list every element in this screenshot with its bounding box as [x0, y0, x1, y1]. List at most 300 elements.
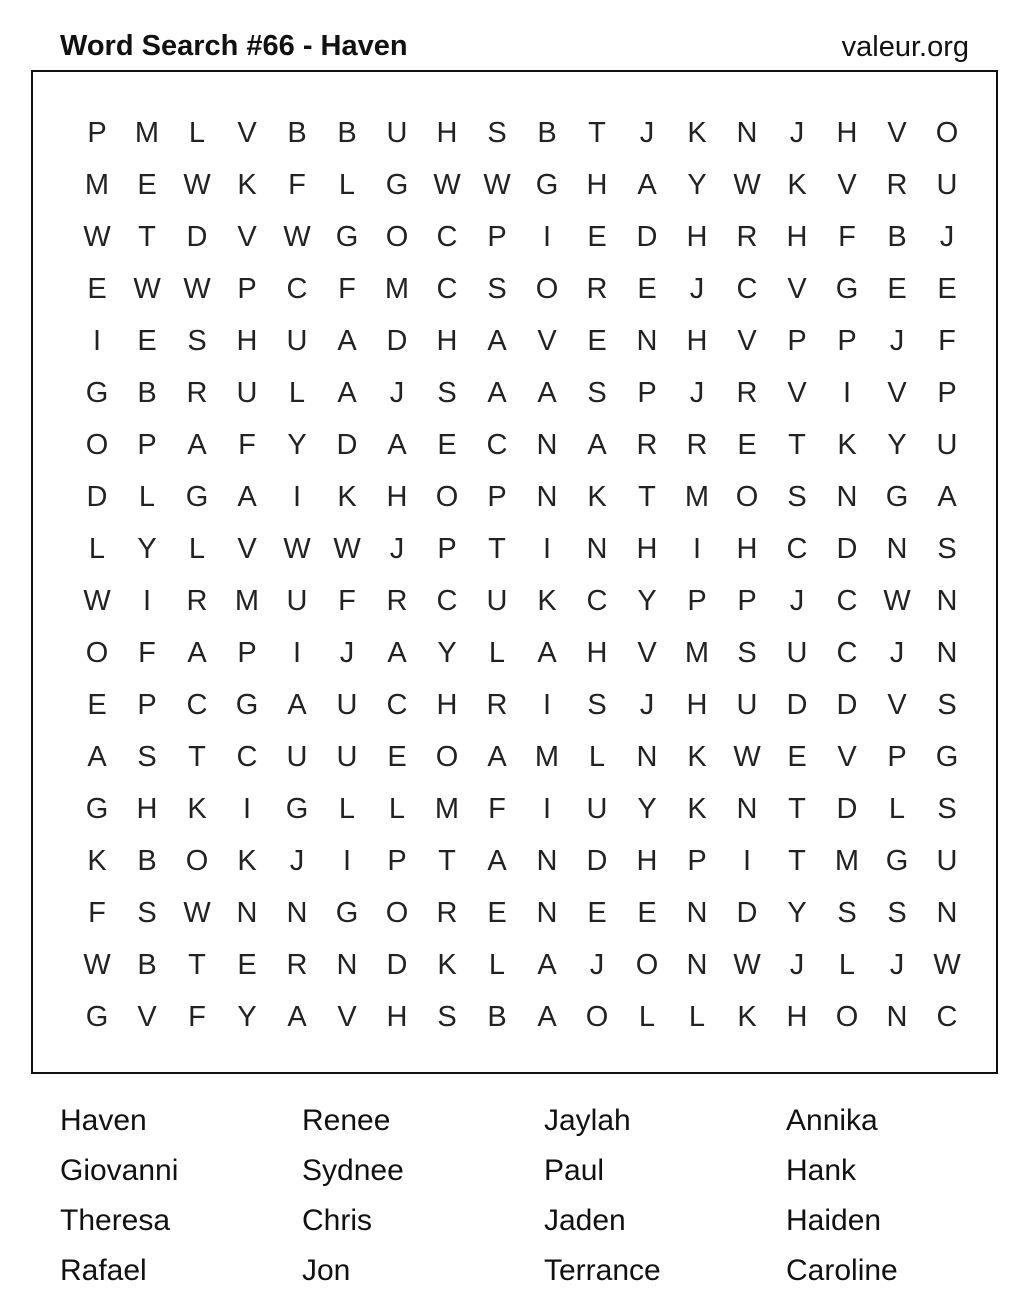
grid-cell: N — [736, 116, 758, 149]
grid-cell: S — [887, 896, 907, 929]
grid-cell: Y — [637, 584, 657, 617]
grid-cell: H — [836, 116, 858, 149]
grid-cell: E — [237, 948, 257, 981]
grid-cell: E — [87, 272, 107, 305]
grid-cell: N — [936, 896, 958, 929]
grid-cell: K — [437, 948, 457, 981]
grid-cell: P — [687, 584, 707, 617]
grid-cell: G — [235, 688, 259, 721]
grid-cell: B — [137, 948, 157, 981]
grid-cell: A — [287, 1000, 307, 1033]
grid-cell: R — [186, 584, 208, 617]
grid-cell: P — [237, 636, 257, 669]
grid-cell: G — [885, 844, 909, 877]
grid-cell: P — [937, 376, 957, 409]
grid-cell: I — [142, 584, 152, 617]
grid-cell: N — [636, 740, 658, 773]
grid-cell: W — [933, 948, 961, 981]
grid-cell: I — [742, 844, 752, 877]
grid-cell: T — [788, 792, 806, 825]
grid-cell: H — [636, 844, 658, 877]
grid-cell: O — [835, 1000, 859, 1033]
grid-cell: P — [887, 740, 907, 773]
grid-cell: J — [889, 948, 905, 981]
word-list-item: Rafael — [60, 1254, 147, 1287]
grid-cell: B — [887, 220, 907, 253]
grid-cell: N — [886, 532, 908, 565]
grid-cell: L — [588, 740, 606, 773]
grid-cell: E — [87, 688, 107, 721]
grid-cell: A — [187, 636, 207, 669]
grid-cell: A — [487, 376, 507, 409]
grid-cell: J — [689, 272, 705, 305]
grid-cell: J — [589, 948, 605, 981]
grid-cell: U — [936, 428, 958, 461]
grid-cell: O — [935, 116, 959, 149]
grid-cell: A — [537, 376, 557, 409]
grid-cell: J — [389, 376, 405, 409]
grid-cell: V — [637, 636, 657, 669]
grid-cell: V — [537, 324, 557, 357]
grid-cell: A — [187, 428, 207, 461]
grid-cell: V — [337, 1000, 357, 1033]
grid-cell: G — [535, 168, 559, 201]
grid-cell: K — [687, 740, 707, 773]
grid-cell: C — [286, 272, 308, 305]
grid-cell: S — [437, 1000, 457, 1033]
grid-cell: F — [138, 636, 156, 669]
grid-cell: H — [686, 688, 708, 721]
word-list-item: Annika — [786, 1104, 878, 1137]
grid-cell: H — [436, 688, 458, 721]
grid-cell: A — [387, 636, 407, 669]
grid-cell: H — [386, 480, 408, 513]
grid-cell: K — [687, 116, 707, 149]
grid-cell: Y — [437, 636, 457, 669]
grid-cell: R — [636, 428, 658, 461]
grid-cell: R — [586, 272, 608, 305]
word-list — [60, 1096, 1028, 1296]
word-list-item: Jon — [302, 1254, 351, 1287]
grid-cell: J — [789, 948, 805, 981]
grid-cell: R — [286, 948, 308, 981]
grid-cell: V — [887, 116, 907, 149]
grid-cell: D — [836, 532, 858, 565]
grid-cell: W — [133, 272, 161, 305]
word-list-item: Terrance — [544, 1254, 661, 1287]
grid-cell: L — [688, 1000, 706, 1033]
grid-cell: C — [936, 1000, 958, 1033]
grid-cell: J — [639, 116, 655, 149]
grid-cell: P — [437, 532, 457, 565]
grid-cell: O — [535, 272, 559, 305]
grid-cell: L — [488, 948, 506, 981]
grid-cell: C — [436, 584, 458, 617]
grid-cell: D — [386, 948, 408, 981]
word-list-item: Jaden — [544, 1204, 626, 1237]
grid-cell: A — [87, 740, 107, 773]
grid-cell: H — [386, 1000, 408, 1033]
grid-cell: P — [637, 376, 657, 409]
grid-cell: I — [542, 688, 552, 721]
grid-cell: H — [436, 116, 458, 149]
grid-cell: C — [186, 688, 208, 721]
grid-cell: D — [586, 844, 608, 877]
grid-cell: L — [888, 792, 906, 825]
grid-cell: N — [836, 480, 858, 513]
grid-cell: E — [737, 428, 757, 461]
grid-cell: L — [838, 948, 856, 981]
grid-cell: S — [487, 272, 507, 305]
grid-cell: I — [692, 532, 702, 565]
grid-cell: H — [586, 168, 608, 201]
grid-cell: I — [292, 636, 302, 669]
grid-cell: H — [736, 532, 758, 565]
grid-cell: N — [286, 896, 308, 929]
grid-cell: N — [886, 1000, 908, 1033]
grid-cell: U — [736, 688, 758, 721]
word-list-item: Sydnee — [302, 1154, 404, 1187]
grid-cell: L — [138, 480, 156, 513]
grid-cell: F — [88, 896, 106, 929]
grid-cell: J — [639, 688, 655, 721]
grid-cell: U — [786, 636, 808, 669]
grid-cell: H — [786, 1000, 808, 1033]
grid-cell: I — [342, 844, 352, 877]
site-name: valeur.org — [841, 31, 969, 63]
grid-cell: E — [587, 896, 607, 929]
grid-cell: A — [537, 948, 557, 981]
grid-cell: R — [436, 896, 458, 929]
grid-cell: J — [789, 116, 805, 149]
grid-cell: H — [636, 532, 658, 565]
grid-cell: U — [286, 584, 308, 617]
grid-cell: N — [536, 480, 558, 513]
grid-cell: P — [237, 272, 257, 305]
grid-cell: J — [289, 844, 305, 877]
grid-cell: T — [788, 844, 806, 877]
grid-cell: H — [586, 636, 608, 669]
grid-cell: A — [337, 376, 357, 409]
grid-cell: S — [587, 376, 607, 409]
grid-cell: T — [438, 844, 456, 877]
word-list-item: Haven — [60, 1104, 147, 1137]
grid-cell: V — [887, 688, 907, 721]
grid-cell: Y — [687, 168, 707, 201]
grid-cell: C — [386, 688, 408, 721]
grid-cell: H — [436, 324, 458, 357]
grid-cell: V — [787, 272, 807, 305]
grid-cell: L — [188, 116, 206, 149]
grid-cell: H — [786, 220, 808, 253]
grid-cell: O — [635, 948, 659, 981]
grid-cell: V — [237, 532, 257, 565]
grid-cell: O — [385, 220, 409, 253]
grid-cell: E — [637, 896, 657, 929]
grid-cell: F — [238, 428, 256, 461]
grid-cell: W — [733, 168, 761, 201]
grid-cell: W — [283, 532, 311, 565]
grid-cell: W — [883, 584, 911, 617]
grid-cell: U — [336, 688, 358, 721]
grid-cell: S — [837, 896, 857, 929]
word-list-item: Chris — [302, 1204, 373, 1237]
grid-cell: V — [787, 376, 807, 409]
grid-cell: R — [186, 376, 208, 409]
grid-cell: D — [636, 220, 658, 253]
grid-cell: C — [436, 220, 458, 253]
grid-cell: I — [542, 792, 552, 825]
grid-cell: P — [387, 844, 407, 877]
grid-cell: O — [185, 844, 209, 877]
grid-cell: L — [638, 1000, 656, 1033]
grid-cell: R — [386, 584, 408, 617]
grid-cell: K — [337, 480, 357, 513]
grid-cell: O — [585, 1000, 609, 1033]
grid-cell: V — [737, 324, 757, 357]
grid-cell: W — [83, 948, 111, 981]
grid-cell: M — [834, 844, 860, 877]
grid-cell: N — [936, 636, 958, 669]
word-list-item: Giovanni — [60, 1154, 179, 1187]
grid-cell: A — [937, 480, 957, 513]
grid-cell: R — [886, 168, 908, 201]
grid-cell: B — [137, 844, 157, 877]
grid-cell: N — [686, 896, 708, 929]
grid-cell: S — [137, 740, 157, 773]
grid-cell: V — [887, 376, 907, 409]
grid-cell: K — [537, 584, 557, 617]
grid-cell: G — [835, 272, 859, 305]
grid-cell: J — [889, 324, 905, 357]
grid-cell: D — [186, 220, 208, 253]
grid-cell: N — [336, 948, 358, 981]
grid-cell: O — [385, 896, 409, 929]
grid-cell: G — [185, 480, 209, 513]
grid-cell: T — [588, 116, 606, 149]
word-list-item: Jaylah — [544, 1104, 631, 1137]
grid-cell: J — [889, 636, 905, 669]
grid-cell: I — [292, 480, 302, 513]
grid-cell: M — [684, 636, 710, 669]
grid-cell: E — [587, 324, 607, 357]
grid-cell: K — [687, 792, 707, 825]
grid-cell: Y — [637, 792, 657, 825]
grid-cell: P — [137, 428, 157, 461]
grid-cell: G — [85, 1000, 109, 1033]
grid-cell: V — [837, 740, 857, 773]
grid-cell: D — [736, 896, 758, 929]
grid-cell: F — [338, 272, 356, 305]
grid-cell: U — [386, 116, 408, 149]
grid-cell: A — [487, 324, 507, 357]
grid-cell: J — [939, 220, 955, 253]
grid-cell: C — [836, 636, 858, 669]
grid-cell: K — [587, 480, 607, 513]
grid-cell: P — [87, 116, 107, 149]
grid-cell: V — [137, 1000, 157, 1033]
grid-cell: P — [787, 324, 807, 357]
grid-cell: U — [586, 792, 608, 825]
grid-cell: N — [236, 896, 258, 929]
grid-cell: E — [637, 272, 657, 305]
grid-cell: R — [686, 428, 708, 461]
grid-cell: G — [885, 480, 909, 513]
grid-cell: J — [389, 532, 405, 565]
grid-cell: G — [385, 168, 409, 201]
grid-cell: W — [733, 740, 761, 773]
word-list-item: Paul — [544, 1154, 605, 1187]
grid-cell: S — [937, 688, 957, 721]
grid-cell: W — [183, 168, 211, 201]
grid-cell: L — [388, 792, 406, 825]
grid-cell: D — [386, 324, 408, 357]
grid-cell: H — [236, 324, 258, 357]
grid-cell: S — [737, 636, 757, 669]
grid-cell: S — [187, 324, 207, 357]
grid-cell: K — [237, 844, 257, 877]
grid-cell: O — [435, 480, 459, 513]
grid-cell: G — [935, 740, 959, 773]
grid-cell: A — [537, 636, 557, 669]
grid-cell: S — [437, 376, 457, 409]
grid-cell: K — [787, 168, 807, 201]
grid-cell: N — [636, 324, 658, 357]
grid-cell: L — [338, 792, 356, 825]
grid-cell: O — [735, 480, 759, 513]
grid-cell: F — [288, 168, 306, 201]
grid-cell: R — [486, 688, 508, 721]
grid-cell: W — [433, 168, 461, 201]
grid-cell: M — [384, 272, 410, 305]
grid-cell: C — [486, 428, 508, 461]
grid-cell: A — [387, 428, 407, 461]
letter-grid — [72, 107, 972, 1043]
grid-cell: D — [86, 480, 108, 513]
grid-cell: R — [736, 220, 758, 253]
grid-cell: W — [483, 168, 511, 201]
grid-cell: E — [937, 272, 957, 305]
grid-cell: K — [237, 168, 257, 201]
grid-cell: T — [788, 428, 806, 461]
grid-cell: W — [333, 532, 361, 565]
grid-cell: A — [487, 844, 507, 877]
grid-cell: Y — [787, 896, 807, 929]
grid-cell: L — [188, 532, 206, 565]
grid-cell: D — [786, 688, 808, 721]
grid-cell: K — [837, 428, 857, 461]
grid-cell: T — [138, 220, 156, 253]
grid-cell: M — [434, 792, 460, 825]
grid-cell: B — [537, 116, 557, 149]
grid-cell: F — [938, 324, 956, 357]
grid-cell: T — [638, 480, 656, 513]
grid-cell: C — [236, 740, 258, 773]
grid-cell: I — [542, 532, 552, 565]
grid-cell: B — [287, 116, 307, 149]
grid-cell: E — [487, 896, 507, 929]
grid-cell: M — [534, 740, 560, 773]
grid-cell: I — [92, 324, 102, 357]
grid-cell: A — [287, 688, 307, 721]
grid-cell: I — [542, 220, 552, 253]
grid-cell: V — [237, 116, 257, 149]
grid-cell: F — [188, 1000, 206, 1033]
puzzle-board — [31, 70, 998, 1074]
grid-cell: T — [488, 532, 506, 565]
grid-cell: F — [338, 584, 356, 617]
grid-cell: N — [586, 532, 608, 565]
grid-cell: N — [936, 584, 958, 617]
grid-cell: U — [286, 740, 308, 773]
grid-cell: P — [137, 688, 157, 721]
grid-cell: A — [637, 168, 657, 201]
grid-cell: S — [937, 792, 957, 825]
grid-cell: S — [137, 896, 157, 929]
word-list-item: Hank — [786, 1154, 857, 1187]
grid-cell: Y — [887, 428, 907, 461]
grid-cell: C — [786, 532, 808, 565]
grid-cell: A — [237, 480, 257, 513]
grid-cell: H — [686, 324, 708, 357]
grid-cell: F — [488, 792, 506, 825]
grid-cell: U — [336, 740, 358, 773]
grid-cell: P — [487, 480, 507, 513]
grid-cell: F — [838, 220, 856, 253]
grid-cell: K — [187, 792, 207, 825]
grid-cell: W — [83, 220, 111, 253]
grid-cell: J — [339, 636, 355, 669]
grid-cell: C — [436, 272, 458, 305]
grid-cell: M — [84, 168, 110, 201]
word-list-item: Renee — [302, 1104, 391, 1137]
grid-cell: N — [736, 792, 758, 825]
grid-cell: W — [183, 272, 211, 305]
grid-cell: K — [87, 844, 107, 877]
grid-cell: G — [335, 896, 359, 929]
grid-cell: L — [338, 168, 356, 201]
grid-cell: Y — [137, 532, 157, 565]
grid-cell: O — [435, 740, 459, 773]
grid-cell: W — [733, 948, 761, 981]
grid-cell: E — [887, 272, 907, 305]
grid-cell: G — [85, 792, 109, 825]
grid-cell: U — [936, 168, 958, 201]
grid-cell: K — [737, 1000, 757, 1033]
grid-cell: N — [536, 428, 558, 461]
grid-cell: U — [236, 376, 258, 409]
grid-cell: A — [337, 324, 357, 357]
grid-cell: E — [587, 220, 607, 253]
grid-cell: C — [736, 272, 758, 305]
word-list-item: Haiden — [786, 1204, 882, 1237]
word-list-item: Caroline — [786, 1254, 898, 1287]
grid-cell: V — [237, 220, 257, 253]
grid-cell: P — [487, 220, 507, 253]
grid-cell: U — [486, 584, 508, 617]
grid-cell: D — [336, 428, 358, 461]
grid-cell: V — [837, 168, 857, 201]
grid-cell: R — [736, 376, 758, 409]
grid-cell: U — [936, 844, 958, 877]
grid-cell: L — [88, 532, 106, 565]
grid-cell: I — [842, 376, 852, 409]
grid-cell: D — [836, 792, 858, 825]
grid-cell: B — [137, 376, 157, 409]
grid-cell: Y — [237, 1000, 257, 1033]
grid-cell: B — [487, 1000, 507, 1033]
grid-cell: O — [85, 428, 109, 461]
